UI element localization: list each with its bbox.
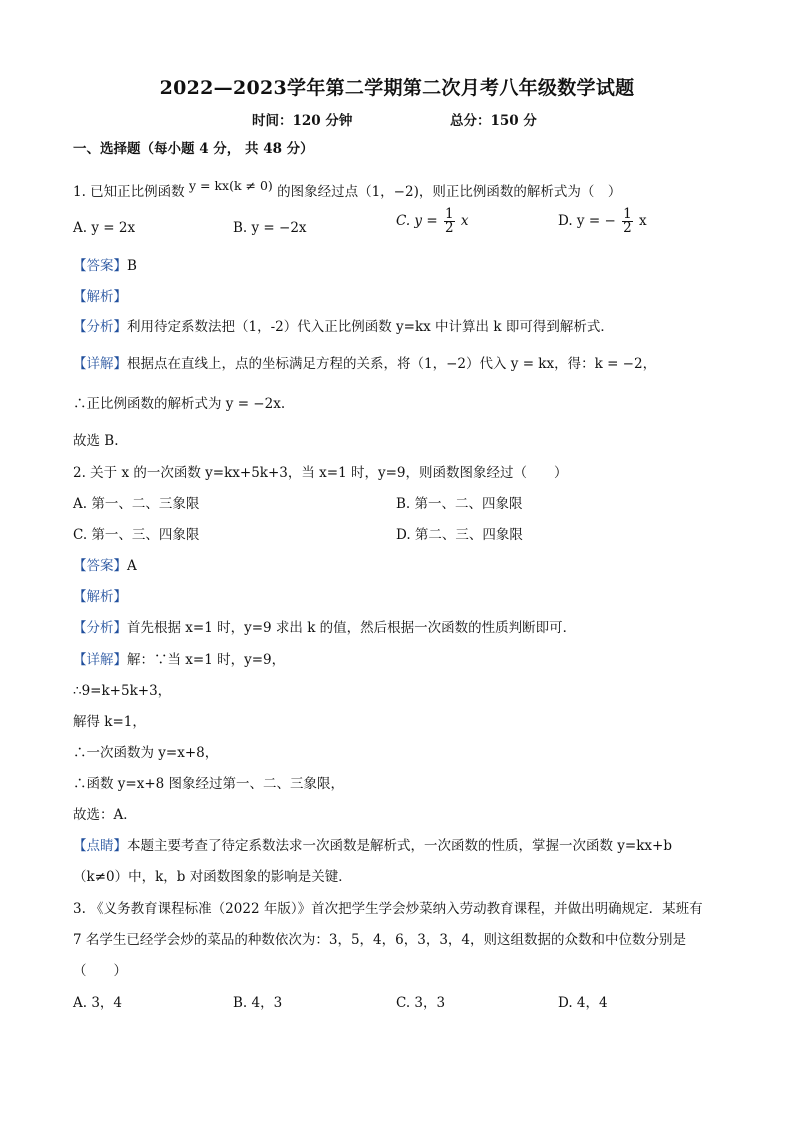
- q2-option-d: D. 第二、三、四象限: [396, 527, 523, 543]
- q1-xiangjie: 【详解】根据点在直线上，点的坐标满足方程的关系，将（1，−2）代入 y = kx，得：k = −2，: [73, 356, 657, 372]
- fraction: $\frac{1}{2}$: [444, 206, 454, 236]
- exam-time: 时间：120 分钟: [252, 113, 353, 129]
- q3-stem-line-1: 3. 《义务教育课程标准（2022 年版）》首次把学生学会炒菜纳入劳动教育课程，并做出明确规定．某班有: [73, 901, 703, 917]
- q3-stem-line-3: （ ）: [73, 963, 127, 979]
- q2-dianjing-cont: （k≠0）中，k，b 对函数图象的影响是关键．: [73, 869, 352, 885]
- q3-option-a: A. 3，4: [73, 995, 123, 1011]
- q1-option-b: B. y = −2x: [233, 220, 307, 236]
- q2-step-2: 解得 k=1，: [73, 714, 146, 730]
- q1-option-d: D. y = − $\frac{1}{2}$ x: [558, 206, 647, 236]
- q3-stem-line-2: 7 名学生已经学会炒的菜品的种数依次为：3，5，4，6，3，3，4，则这组数据的众数和中位数分别是: [73, 932, 687, 948]
- q1-stem-prefix: 1. 已知正比例函数: [73, 184, 185, 200]
- q1-option-c: C. y = $\frac{1}{2}$ x: [396, 206, 469, 236]
- q2-choose: 故选：A．: [73, 807, 137, 823]
- q2-step-1: ∴9=k+5k+3，: [73, 683, 172, 699]
- q2-analysis-label: 【解析】: [73, 589, 127, 605]
- q1-choose: 故选 B.: [73, 433, 119, 449]
- q2-answer: 【答案】A: [73, 558, 137, 574]
- page-title: 2022—2023学年第二学期第二次月考八年级数学试题: [159, 77, 635, 99]
- exam-total-score: 总分：150 分: [450, 113, 537, 129]
- q1-fenxi: 【分析】利用待定系数法把（1，-2）代入正比例函数 y=kx 中计算出 k 即可得到解析式．: [73, 319, 614, 335]
- q2-step-3: ∴一次函数为 y=x+8，: [73, 745, 219, 761]
- q2-option-c: C. 第一、三、四象限: [73, 527, 200, 543]
- q1-answer: 【答案】B: [73, 258, 137, 274]
- q3-option-d: D. 4，4: [558, 995, 608, 1011]
- section-heading: 一、选择题（每小题 4 分， 共 48 分）: [73, 141, 314, 157]
- q2-dianjing: 【点睛】本题主要考查了待定系数法求一次函数是解析式，一次函数的性质，掌握一次函数 y=kx+b: [73, 838, 672, 854]
- q1-stem-formula: y = kx(k ≠ 0): [188, 178, 273, 193]
- q3-option-b: B. 4，3: [233, 995, 283, 1011]
- q2-xiangjie: 【详解】解：∵当 x=1 时，y=9，: [73, 652, 286, 668]
- q2-step-4: ∴函数 y=x+8 图象经过第一、二、三象限，: [73, 776, 345, 792]
- q1-stem: [73, 178, 622, 201]
- q1-conclusion: ∴正比例函数的解析式为 y = −2x.: [73, 396, 286, 412]
- q1-option-a: A. y = 2x: [73, 220, 136, 236]
- q3-option-c: C. 3，3: [396, 995, 446, 1011]
- q2-stem: 2. 关于 x 的一次函数 y=kx+5k+3，当 x=1 时，y=9，则函数图象经过（ ）: [73, 465, 568, 481]
- q2-option-b: B. 第一、二、四象限: [396, 496, 523, 512]
- q1-stem-suffix: 的图象经过点（1，−2)，则正比例函数的解析式为（ ）: [277, 184, 622, 200]
- q2-option-a: A. 第一、二、三象限: [73, 496, 200, 512]
- q2-fenxi: 【分析】首先根据 x=1 时，y=9 求出 k 的值，然后根据一次函数的性质判断即可．: [73, 620, 577, 636]
- fraction: $\frac{1}{2}$: [623, 206, 632, 236]
- q1-analysis-label: 【解析】: [73, 289, 127, 305]
